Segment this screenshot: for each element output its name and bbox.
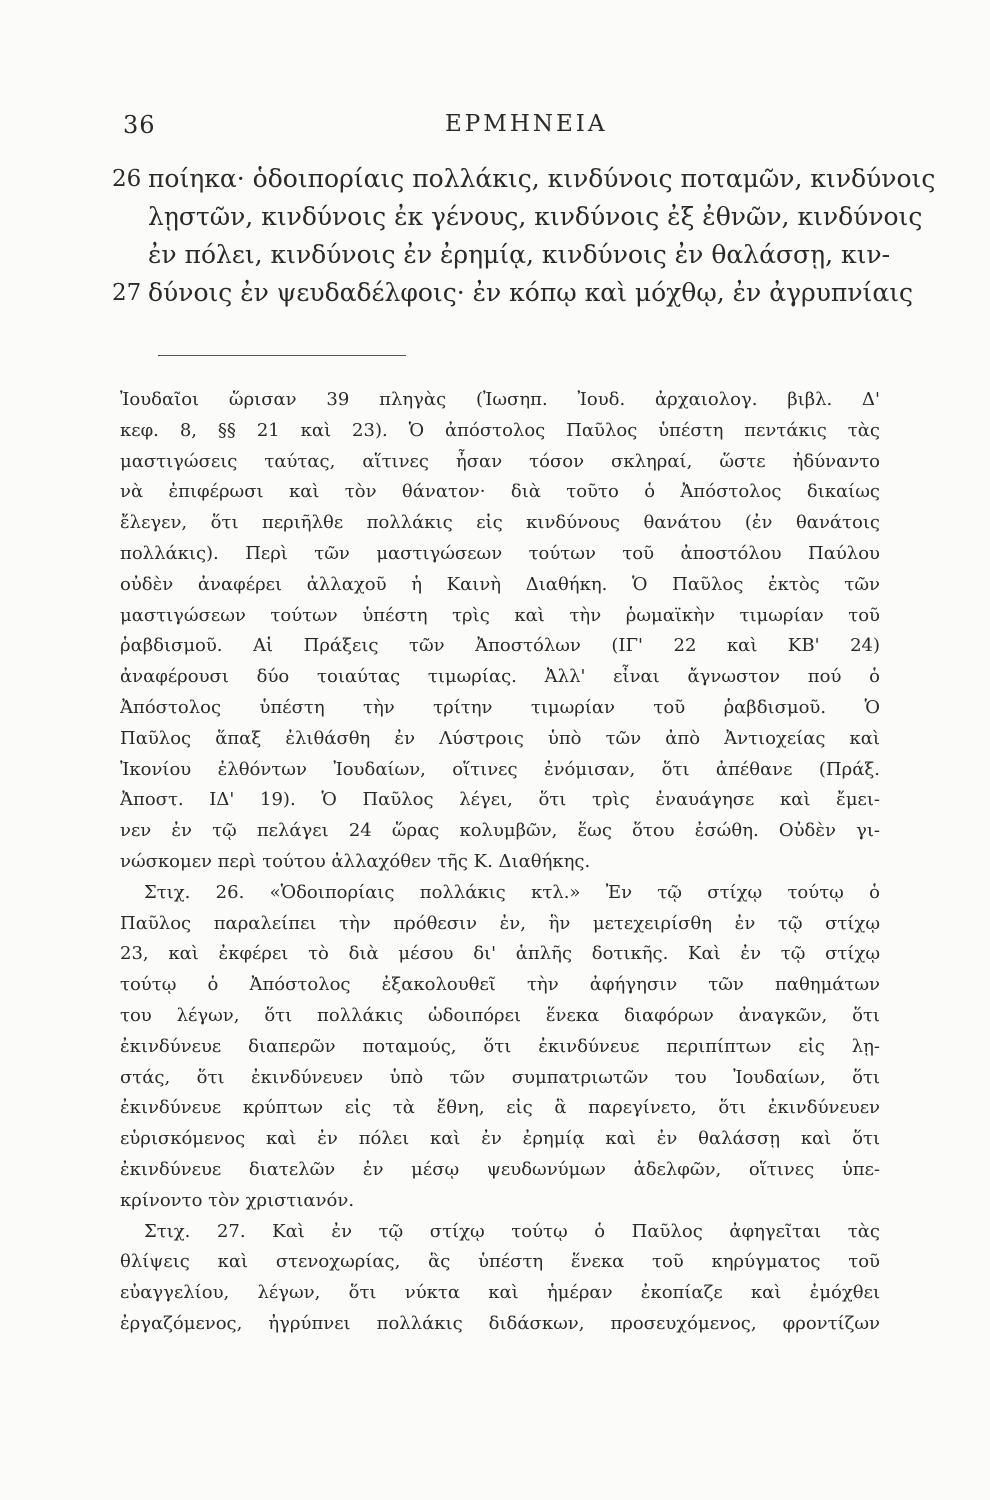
running-head: ΕΡΜΗΝΕΙΑ (445, 111, 608, 137)
commentary-line: κεφ. 8, §§ 21 καὶ 23). Ὁ ἀπόστολος Παῦλος ὑπέστη πεντάκις τὰς (120, 419, 880, 441)
verse-number: 26 (112, 166, 142, 192)
scripture-line-text: λῃστῶν, κινδύνοις ἐκ γένους, κινδύνοις ἐξ ἐθνῶν, κινδύνοις (148, 202, 923, 231)
commentary-line: ἐργαζόμενος, ἠγρύπνει πολλάκις διδάσκων, προσευχόμενος, φροντίζων (120, 1312, 880, 1334)
commentary-line: εὑρισκόμενος καὶ ἐν πόλει καὶ ἐν ἐρημίᾳ καὶ ἐν θαλάσσῃ καὶ ὅτι (120, 1128, 880, 1150)
commentary-line: τούτῳ ὁ Ἀπόστολος ἐξακολουθεῖ τὴν ἀφήγησιν τῶν παθημάτων (120, 974, 880, 996)
commentary-line: εὐαγγελίου, λέγων, ὅτι νύκτα καὶ ἡμέραν ἐκοπίαζε καὶ ἐμόχθει (120, 1282, 880, 1304)
commentary-line: Ἰουδαῖοι ὥρισαν 39 πληγὰς (Ἰωσηπ. Ἰουδ. ἀρχαιολογ. βιβλ. Δ' (120, 389, 880, 410)
scripture-line (118, 236, 891, 274)
commentary-line: ἐκινδύνευε κρύπτων εἰς τὰ ἔθνη, εἰς ἃ παρεγίνετο, ὅτι ἐκινδύνευεν (120, 1097, 880, 1119)
verse-number: 27 (112, 280, 142, 306)
commentary-line: Ἰκονίου ἐλθόντων Ἰουδαίων, οἵτινες ἐνόμισαν, ὅτι ἀπέθανε (Πράξ. (120, 758, 880, 780)
commentary-line: ἔλεγεν, ὅτι περιῆλθε πολλάκις εἰς κινδύνους θανάτου (ἐν θανάτοις (120, 512, 880, 534)
page-number: 36 (123, 111, 156, 139)
commentary-line: ἐκινδύνευε διαπερῶν ποταμούς, ὅτι ἐκινδύνευε περιπίπτων εἰς λῃ- (120, 1035, 880, 1057)
commentary-line: οὐδὲν ἀναφέρει ἀλλαχοῦ ἡ Καινὴ Διαθήκη. Ὁ Παῦλος ἐκτὸς τῶν (120, 573, 880, 595)
commentary-line: Στιχ. 27. Καὶ ἐν τῷ στίχῳ τούτῳ ὁ Παῦλος ἀφηγεῖται τὰς (144, 1220, 880, 1242)
commentary-line: Παῦλος παραλείπει τὴν πρόθεσιν ἐν, ἣν μετεχειρίσθη ἐν τῷ στίχῳ (120, 912, 880, 934)
scripture-line-text: δύνοις ἐν ψευδαδέλφοις· ἐν κόπῳ καὶ μόχθῳ, ἐν ἀγρυπνίαις (148, 278, 914, 307)
commentary-line: του λέγων, ὅτι πολλάκις ὡδοιπόρει ἕνεκα διαφόρων ἀναγκῶν, ὅτι (120, 1004, 880, 1026)
scripture-line-text: ποίηκα· ὁδοιπορίαις πολλάκις, κινδύνοις ποταμῶν, κινδύνοις (148, 164, 936, 193)
commentary-line: Παῦλος ἅπαξ ἐλιθάσθη ἐν Λύστροις ὑπὸ τῶν ἀπὸ Ἀντιοχείας καὶ (120, 727, 880, 749)
commentary-line: Ἀποστ. ΙΔ' 19). Ὁ Παῦλος λέγει, ὅτι τρὶς ἐναυάγησε καὶ ἔμει- (120, 789, 880, 811)
commentary-line: πολλάκις). Περὶ τῶν μαστιγώσεων τούτων τοῦ ἀποστόλου Παύλου (120, 542, 880, 564)
scripture-line-text: ἐν πόλει, κινδύνοις ἐν ἐρημίᾳ, κινδύνοις ἐν θαλάσσῃ, κιν- (148, 240, 891, 269)
separator-rule (158, 355, 406, 356)
commentary-line: ἐκινδύνευε διατελῶν ἐν μέσῳ ψευδωνύμων ἀδελφῶν, οἵτινες ὑπε- (120, 1158, 880, 1180)
scripture-line (112, 160, 936, 198)
commentary-line: ῥαβδισμοῦ. Αἱ Πράξεις τῶν Ἀποστόλων (ΙΓ' 22 καὶ ΚΒ' 24) (120, 635, 880, 657)
commentary-line: κρίνοντο τὸν χριστιανόν. (120, 1189, 355, 1211)
scripture-line (118, 198, 923, 236)
commentary-line: στάς, ὅτι ἐκινδύνευεν ὑπὸ τῶν συμπατριωτῶν του Ἰουδαίων, ὅτι (120, 1066, 880, 1088)
commentary-line: νεν ἐν τῷ πελάγει 24 ὥρας κολυμβῶν, ἕως ὅτου ἐσώθη. Οὐδὲν γι- (120, 820, 880, 842)
commentary-line: μαστιγώσεις ταύτας, αἵτινες ἦσαν τόσον σκληραί, ὥστε ἠδύναντο (120, 450, 880, 472)
scripture-line (112, 274, 914, 312)
commentary-line: νὰ ἐπιφέρωσι καὶ τὸν θάνατον· διὰ τοῦτο ὁ Ἀπόστολος δικαίως (120, 481, 880, 503)
commentary-line: ἀναφέρουσι δύο τοιαύτας τιμωρίας. Ἀλλ' εἶναι ἄγνωστον πού ὁ (120, 666, 880, 688)
commentary-line: μαστιγώσεων τούτων ὑπέστη τρὶς καὶ τὴν ῥωμαϊκὴν τιμωρίαν τοῦ (120, 604, 880, 626)
commentary-line: Στιχ. 26. «Ὁδοιπορίαις πολλάκις κτλ.» Ἐν τῷ στίχῳ τούτῳ ὁ (144, 881, 880, 903)
commentary-line: νώσκομεν περὶ τούτου ἀλλαχόθεν τῆς Κ. Διαθήκης. (120, 850, 591, 872)
commentary-line: θλίψεις καὶ στενοχωρίας, ἃς ὑπέστη ἕνεκα τοῦ κηρύγματος τοῦ (120, 1251, 880, 1273)
scripture-text (112, 160, 936, 312)
commentary-line: 23, καὶ ἐκφέρει τὸ διὰ μέσου δι' ἁπλῆς δοτικῆς. Καὶ ἐν τῷ στίχῳ (120, 943, 880, 965)
commentary-line: Ἀπόστολος ὑπέστη τὴν τρίτην τιμωρίαν τοῦ ῥαβδισμοῦ. Ὁ (120, 696, 880, 718)
commentary-text (120, 385, 880, 1340)
